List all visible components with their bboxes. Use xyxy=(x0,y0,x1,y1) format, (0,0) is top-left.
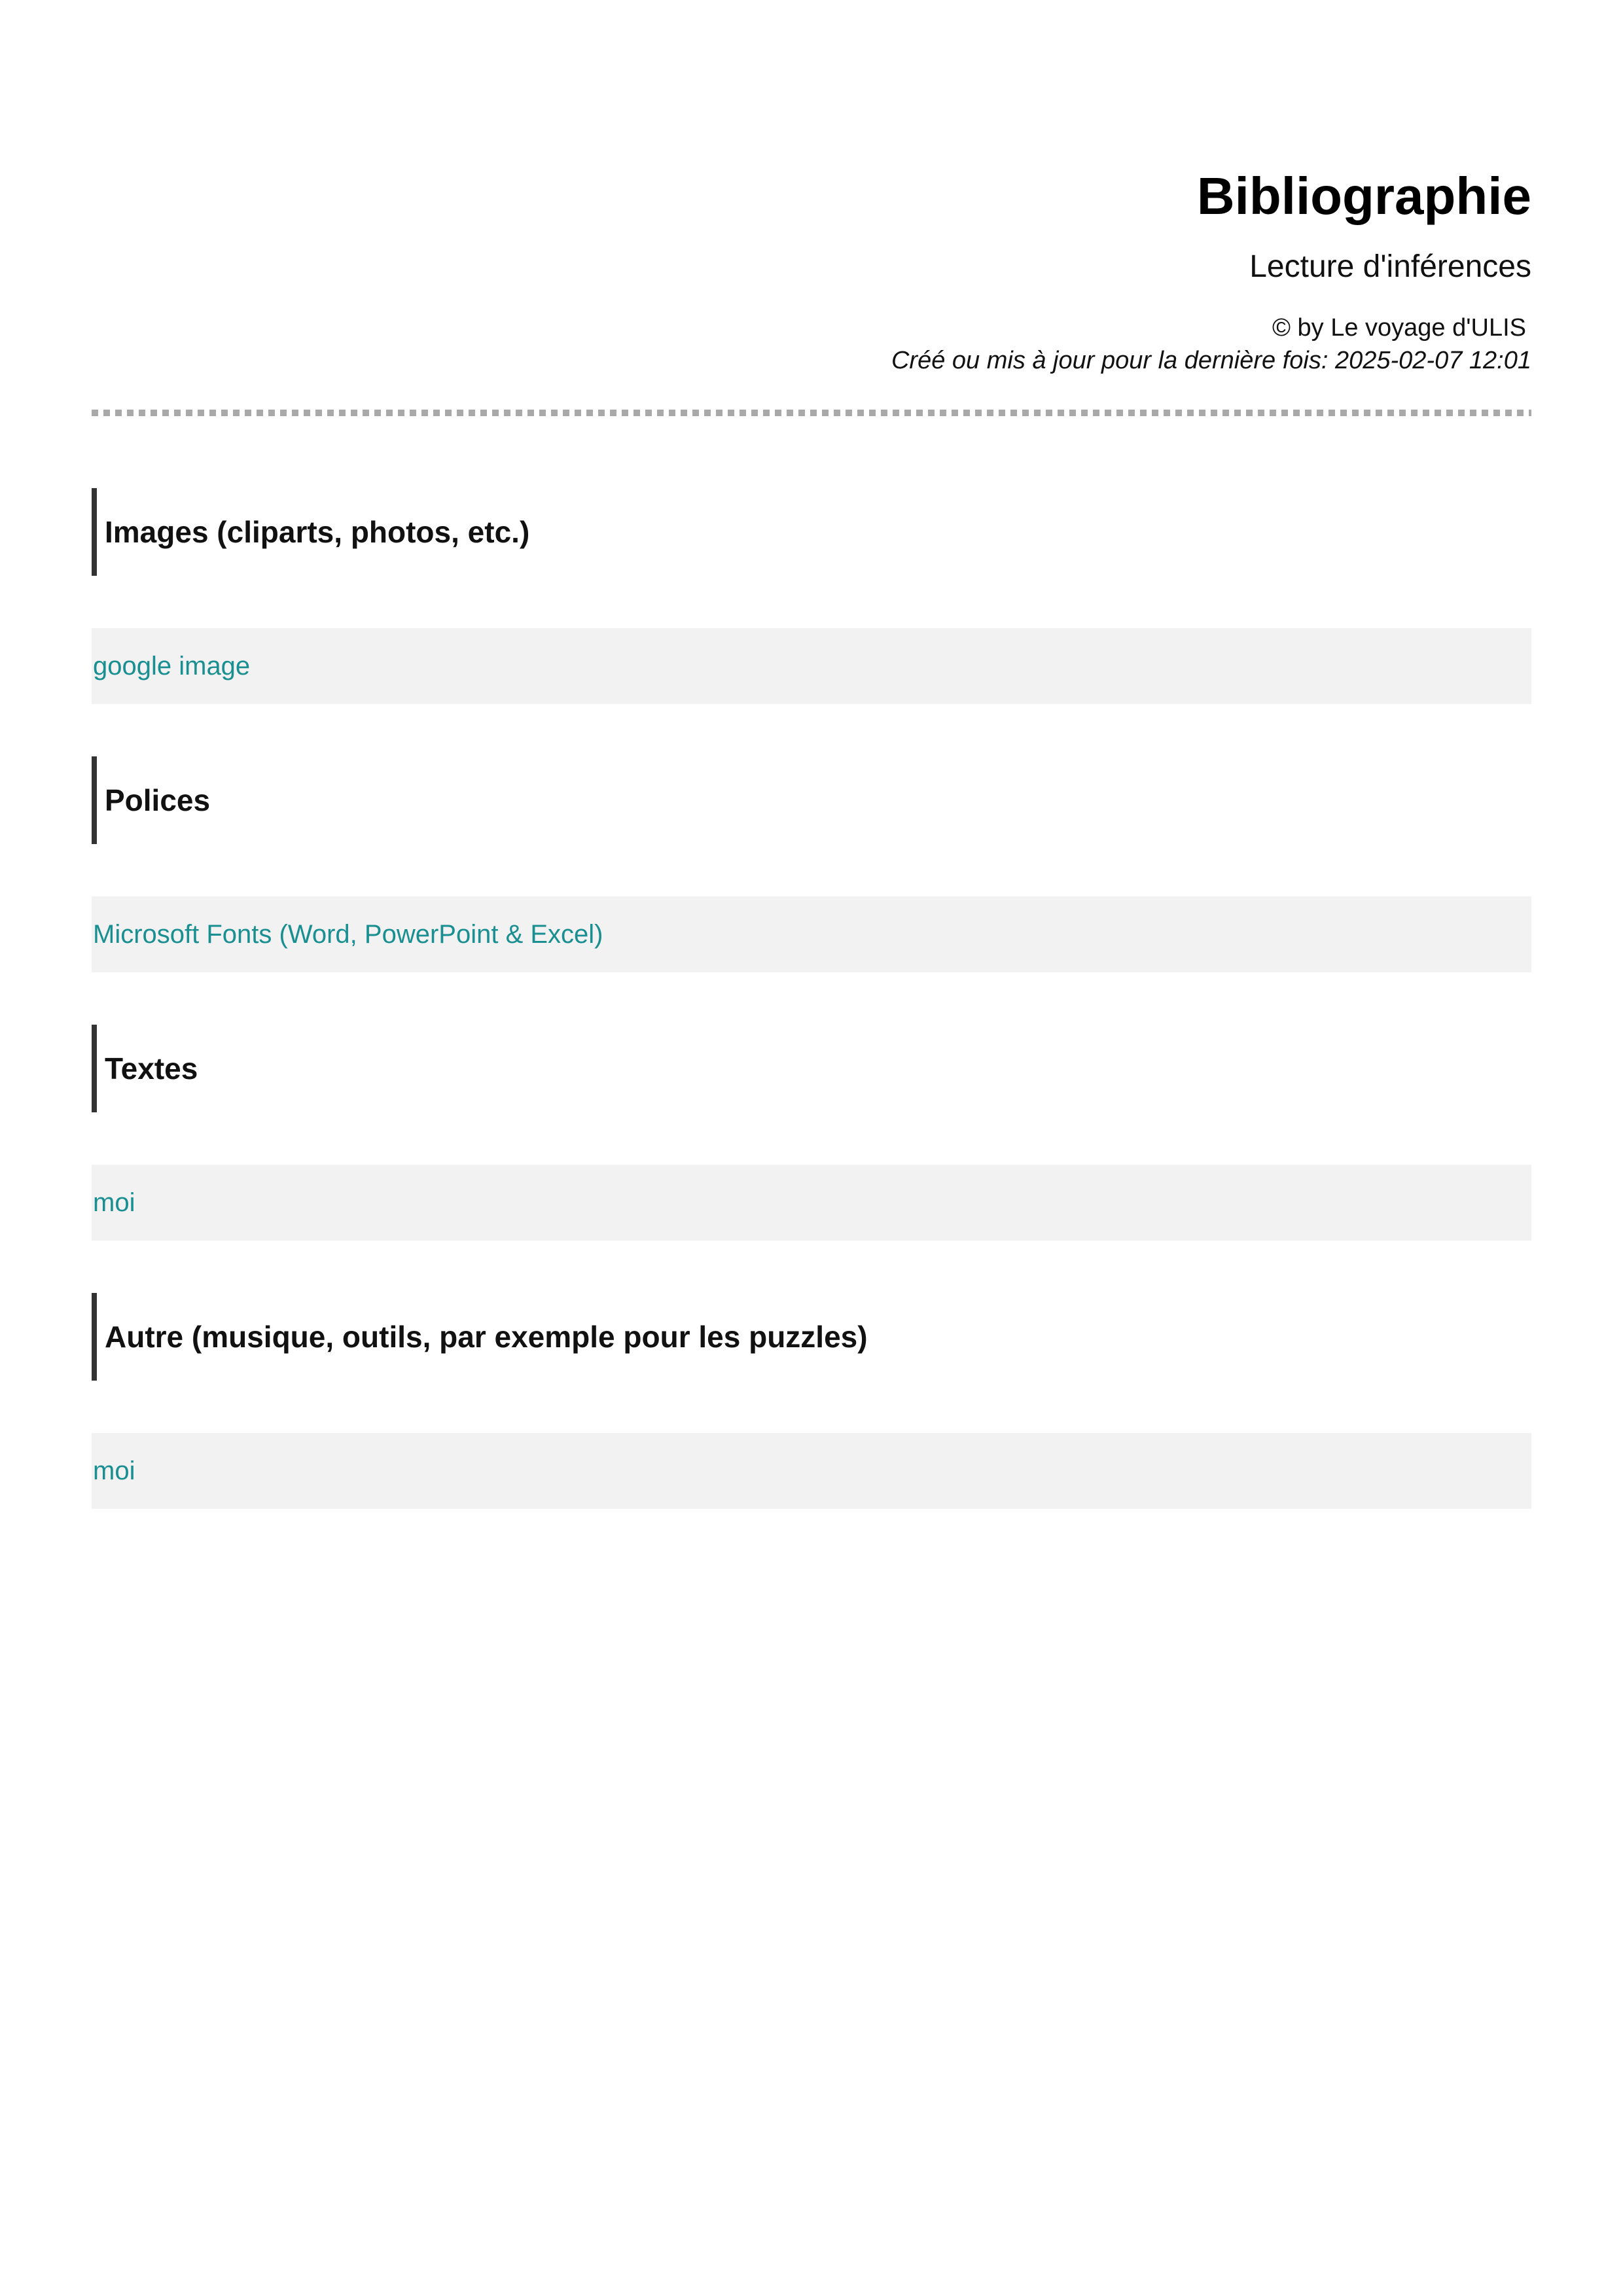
entry-row xyxy=(92,896,1531,972)
section-images xyxy=(92,488,1531,704)
section-heading: Polices xyxy=(92,756,1531,844)
section-heading: Images (cliparts, photos, etc.) xyxy=(92,488,1531,576)
entry-row xyxy=(92,628,1531,704)
document-header xyxy=(92,0,1531,377)
section-textes xyxy=(92,1025,1531,1241)
dotted-separator xyxy=(92,410,1531,416)
copyright-line: © by Le voyage d'ULIS xyxy=(1272,314,1526,342)
entry-link[interactable]: Microsoft Fonts (Word, PowerPoint & Excel) xyxy=(93,919,603,949)
section-polices xyxy=(92,756,1531,972)
entry-link[interactable]: moi xyxy=(93,1188,135,1217)
last-updated-line: Créé ou mis à jour pour la dernière fois: 2025-02-07 12:01 xyxy=(891,347,1531,374)
section-autre xyxy=(92,1293,1531,1509)
section-heading: Autre (musique, outils, par exemple pour les puzzles) xyxy=(92,1293,1531,1381)
entry-row xyxy=(92,1165,1531,1241)
document-subtitle: Lecture d'inférences xyxy=(1249,249,1531,284)
entry-link[interactable]: google image xyxy=(93,651,251,680)
entry-row xyxy=(92,1433,1531,1509)
bibliography-page xyxy=(92,0,1531,1509)
entry-link[interactable]: moi xyxy=(93,1456,135,1485)
document-title: Bibliographie xyxy=(1196,167,1531,225)
section-heading: Textes xyxy=(92,1025,1531,1112)
bibliography-sections xyxy=(92,488,1531,1509)
